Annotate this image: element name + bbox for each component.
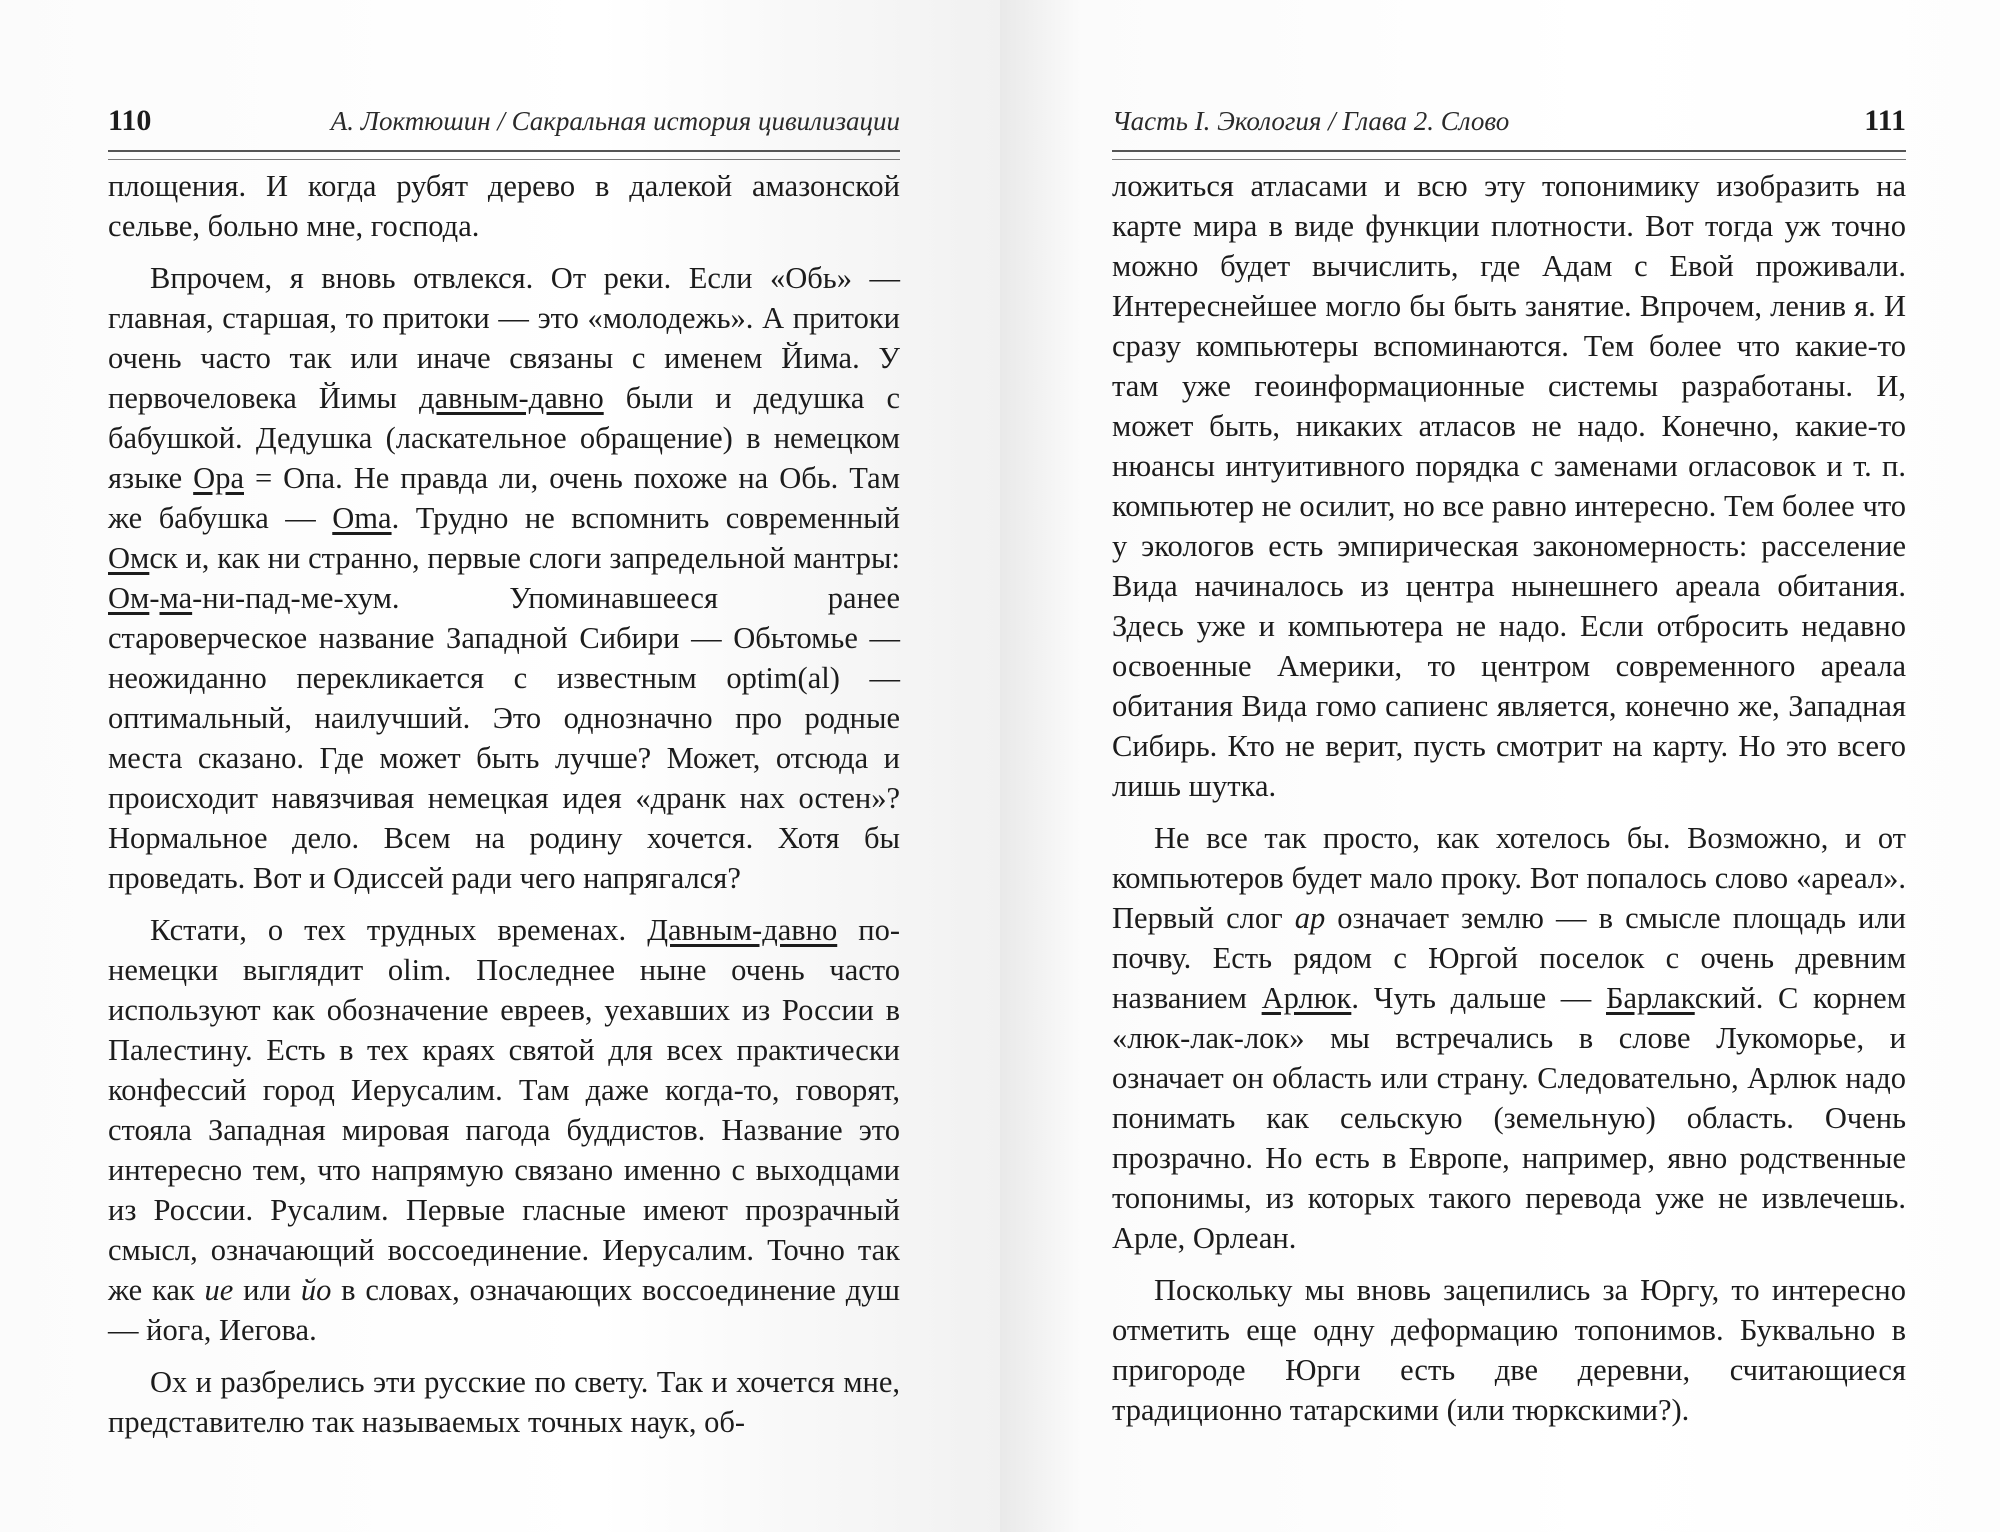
text-run: ск и, как ни странно, первые слоги запредельной мантры: — [149, 541, 900, 575]
left-paragraph-3 — [108, 910, 900, 1350]
right-page — [1000, 0, 2000, 1532]
text-run: Ох и разбрелись эти русские по свету. Так и хочется мне, представителю так называемых точных наук, об- — [108, 1365, 900, 1439]
underlined-word: ма — [159, 581, 193, 615]
right-running-title: Часть I. Экология / Глава 2. Слово — [1112, 106, 1510, 136]
underlined-word: Opa — [193, 461, 244, 495]
text-run: Впрочем, я вновь отвлекся. От реки. Если «Обь» — главная, старшая, то притоки — это «молодежь». А притоки очень часто так или иначе связаны с именем Йима. У первочеловека Йимы — [108, 261, 900, 415]
text-run: по-немецки выглядит olim. Последнее ныне очень часто используют как обозначение евреев, уехавших из России в Палестину. Есть в тех краях святой для всех практически конфессий город Иерусалим. Там даже когда-то, говорят, стояла Западная мировая пагода буддистов. Название это интересно тем, что напрямую связано именно с выходцами из России. Русалим. Первые гласные имеют прозрачный смысл, означающий воссоединение. Иерусалим. Точно так же как — [108, 913, 900, 1307]
underlined-word: Oma — [332, 501, 392, 535]
text-run: ложиться атласами и всю эту топонимику изобразить на карте мира в виде функции плотности. Вот тогда уж точно можно будет вычислить, где Адам с Евой проживали. Интереснейшее могло бы быть занятие. Впрочем, ленив я. И сразу компьютеры вспоминаются. Тем более что какие-то там уже геоинформационные системы разработаны. И, может быть, никаких атласов не надо. Конечно, какие-то нюансы интуитивного порядка с заменами огласовок и т. п. компьютер не осилит, но все равно интересно. Тем более что у экологов есть эмпирическая закономерность: расселение Вида начиналось из центра нынешнего ареала обитания. Здесь уже и компьютера не надо. Если отбросить недавно освоенные Америки, то центром современного ареала обитания Вида гомо сапиенс является, конечно же, Западная Сибирь. Кто не верит, пусть смотрит на карту. Но это всего лишь шутка. — [1112, 169, 1906, 803]
right-paragraph-1 — [1112, 166, 1906, 806]
underlined-word: Ом — [108, 541, 150, 575]
italic-word: йо — [300, 1273, 332, 1307]
right-header-rule — [1112, 150, 1906, 160]
right-page-number: 111 — [1864, 104, 1906, 137]
right-paragraph-3 — [1112, 1270, 1906, 1430]
underlined-word: давным-давно — [418, 381, 604, 415]
left-page-text — [108, 166, 900, 1454]
text-run: . Трудно не вспомнить современный — [391, 501, 901, 535]
left-header-rule — [108, 150, 900, 160]
text-run: . Чуть дальше — — [1351, 981, 1606, 1015]
right-page-text — [1112, 166, 1906, 1442]
text-run: или — [233, 1273, 301, 1307]
right-page-header — [1112, 104, 1906, 154]
text-run: ский. С корнем «люк-лак-лок» мы встречались в слове Лукоморье, и означает он область или страну. Следовательно, Арлюк надо понимать как сельскую (земельную) область. Очень прозрачно. Но есть в Европе, например, явно родственные топонимы, из которых такого перевода уже не извлечешь. Арле, Орлеан. — [1112, 981, 1906, 1255]
left-paragraph-4 — [108, 1362, 900, 1442]
left-paragraph-2 — [108, 258, 900, 898]
underlined-word: Арлюк — [1261, 981, 1352, 1015]
right-paragraph-2 — [1112, 818, 1906, 1258]
text-run: были и дедушка с бабушкой. Дедушка (ласкательное обращение) в немецком языке — [108, 381, 901, 495]
text-run: Не все так просто, как хотелось бы. Возможно, и от компьютеров будет мало проку. Вот попалось слово «ареал». Первый слог — [1112, 821, 1906, 935]
italic-word: ие — [204, 1273, 234, 1307]
underlined-word: Ом — [108, 581, 150, 615]
text-run: = Опа. Не правда ли, очень похоже на Обь. Там же бабушка — — [108, 461, 900, 535]
underlined-word: Барлак — [1606, 981, 1695, 1015]
left-running-title: А. Локтюшин / Сакральная история цивилизации — [330, 106, 900, 136]
text-run: Кстати, о тех трудных временах. — [150, 913, 648, 947]
text-run: площения. И когда рубят дерево в далекой амазонской сельве, больно мне, господа. — [108, 169, 900, 243]
left-paragraph-1 — [108, 166, 900, 246]
text-run: в словах, означающих воссоединение душ — йога, Иегова. — [108, 1273, 900, 1347]
left-page-number: 110 — [108, 104, 152, 137]
underlined-word: Давным-давно — [647, 913, 838, 947]
text-run: Поскольку мы вновь зацепились за Юргу, то интересно отметить еще одну деформацию топонимов. Буквально в пригороде Юрги есть две деревни, считающиеся традиционно татарскими (или тюркскими?). — [1112, 1273, 1906, 1427]
text-run: - — [149, 581, 160, 615]
left-page-header — [108, 104, 900, 154]
text-run: означает землю — в смысле площадь или почву. Есть рядом с Юргой поселок с очень древним названием — [1112, 901, 1906, 1015]
text-run: -ни-пад-ме-хум. Упоминавшееся ранее староверческое название Западной Сибири — Обьтомье — неожиданно перекликается с известным optim(al) — оптимальный, наилучший. Это однозначно про родные места сказано. Где может быть лучше? Может, отсюда и происходит навязчивая немецкая идея «дранк нах остен»? Нормальное дело. Всем на родину хочется. Хотя бы проведать. Вот и Одиссей ради чего напрягался? — [108, 581, 900, 895]
italic-word: ар — [1294, 901, 1326, 935]
